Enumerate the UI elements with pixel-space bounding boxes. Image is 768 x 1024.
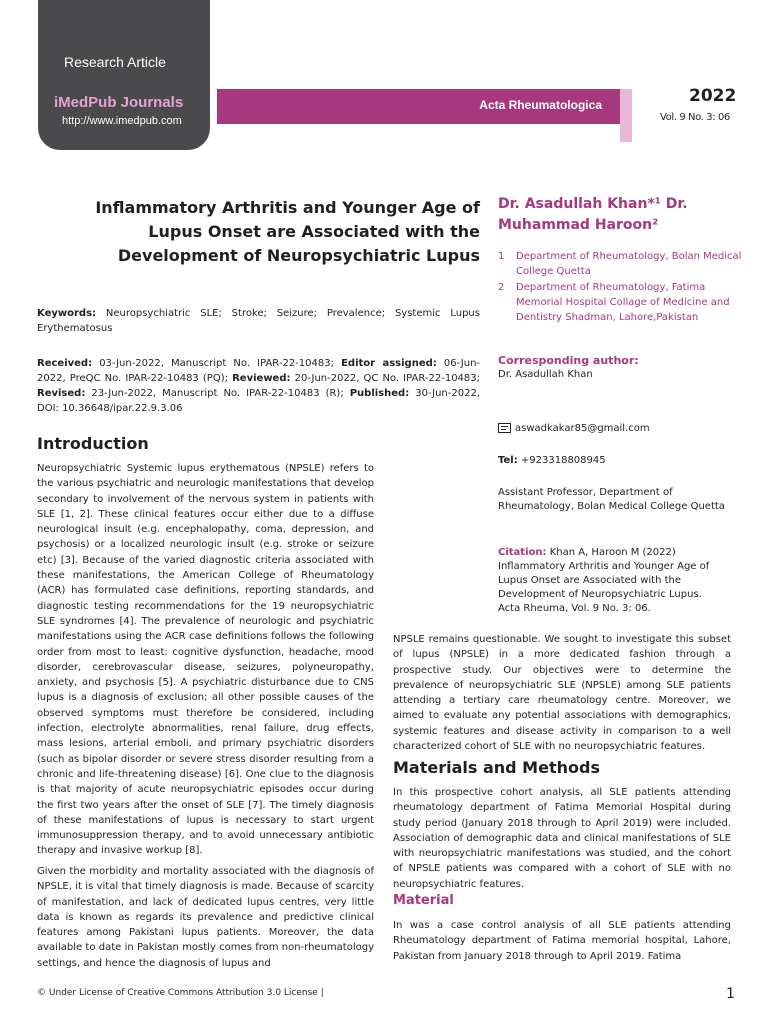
corresponding-author xyxy=(498,354,738,382)
keywords-text: Neuropsychiatric SLE; Stroke; Seizure; Prevalence; Systemic Lupus Erythematosus xyxy=(37,308,480,334)
publisher-url[interactable]: http://www.imedpub.com xyxy=(62,115,182,127)
introduction-paragraph-2: Given the morbidity and mortality associated with the diagnosis of NPSLE, it is vital that timely diagnosis is made. Because of scarcity of manifestation, and lack of dedicated lupus centres, very little data is known as regards its prevalence and predictive clinical features among Pakistani lupus patients. Moreover, the data available to date in Pakistan mostly comes from non-rheumatology settings, and hence the diagnosis of lupus and xyxy=(37,866,374,969)
article-title: Inflammatory Arthritis and Younger Age of Lupus Onset are Associated with the Development of Neuropsychiatric Lupus xyxy=(95,198,480,265)
authors: Dr. Asadullah Khan*¹ Dr. Muhammad Haroon² xyxy=(498,196,688,233)
citation-text: Khan A, Haroon M (2022) Inflammatory Arthritis and Younger Age of Lupus Onset are Associated with the Development of Neuropsychiatric Lupus. Acta Rheuma, Vol. 9 No. 3: 06. xyxy=(498,547,710,614)
journal-name: Acta Rheumatologica xyxy=(479,98,602,112)
keywords-label: Keywords: xyxy=(37,308,97,319)
tel-number: +923318808945 xyxy=(520,455,606,466)
methods-paragraph: In this prospective cohort analysis, all SLE patients attending rheumatology department of Fatima Memorial Hospital during study period (January 2018 through to April 2019) were included. Association of demographic data and clinical manifestations of SLE with neuropsychiatric manifestations was studied, and the cohort of NPSLE patients was compared with a cohort of SLE with no neuropsychiatric features. xyxy=(393,787,731,890)
publisher-name: iMedPub Journals xyxy=(54,94,184,111)
author-position: Assistant Professor, Department of Rheumatology, Bolan Medical College Quetta xyxy=(498,487,725,512)
article-type: Research Article xyxy=(64,54,166,70)
introduction-paragraph-1: Neuropsychiatric Systemic lupus erythematous (NPSLE) refers to the various psychiatric and neurologic manifestations that develop secondary to involvement of the nervous system in patients with SLE [1, 2]. These clinical features occur either due to a diffuse neurological insult (e.g. encephalopathy, coma, depression, and psychosis) or a localized neurologic insult (e.g. stroke or seizure etc) [3]. Because of the varied diagnostic criteria associated with these manifestations, the American College of Rheumatology (ACR) has formulated case definitions, reporting standards, and diagnostic testing recommendations for the 19 neuropsychiatric SLE syndromes [4]. The prevalence of neurologic and psychiatric manifestations using the ACR case definitions follows the following order from most to least: cognitive dysfunction, headache, mood disorder, cerebrovascular disease, seizures, polyneuropathy, anxiety, and psychosis [5]. A psychiatric disturbance due to CNS lupus is a diagnosis of exclusion; all other possible causes of the observed symptoms must therefore be considered, including infection, electrolyte abnormalities, renal failure, drug effects, mass lesions, arterial emboli, and primary psychiatric disorders (such as bipolar disorder or severe stress disorder resulting from a chronic and life-threatening disease) [6]. One clue to the diagnosis is that majority of acute neuropsychiatric episodes occur during the first two years after the onset of SLE [7]. The timely diagnosis of these manifestations of lupus is necessary to start urgent immunosuppression therapy, and to avoid unnecessary antibiotic therapy and invasive workup [8]. xyxy=(37,463,374,857)
license-footer: © Under License of Creative Commons Attribution 3.0 License | xyxy=(37,988,324,998)
journal-bar-accent xyxy=(620,89,632,142)
affiliation-item: 2 Department of Rheumatology, Fatima Memorial Hospital Collage of Medicine and Dentistry Shadman, Lahore,Pakistan xyxy=(498,282,730,323)
material-heading: Material xyxy=(393,893,454,908)
introduction-heading: Introduction xyxy=(37,434,149,453)
journal-bar xyxy=(217,89,620,124)
publication-year: 2022 xyxy=(689,86,737,106)
affiliation-item: 1 Department of Rheumatology, Bolan Medical College Quetta xyxy=(498,251,742,277)
publisher-header-box xyxy=(38,0,210,150)
affiliations xyxy=(498,249,748,326)
email-address[interactable]: aswadkakar85@gmail.com xyxy=(515,423,650,434)
keywords xyxy=(37,306,480,336)
citation-label: Citation: xyxy=(498,547,547,558)
introduction-paragraph-3: NPSLE remains questionable. We sought to investigate this subset of lupus (NPSLE) in a more dedicated fashion through a prospective study. Our objectives were to determine the prevalence of neuropsychiatric SLE (NPSLE) among SLE patients attending a tertiary care rheumatology centre. Moreover, we aimed to evaluate any potential associations with demographics, systemic features and disease activity in comparison to a well characterized cohort of SLE with no neuropsychiatric features. xyxy=(393,634,731,753)
citation xyxy=(498,546,716,616)
tel-label: Tel: xyxy=(498,455,518,466)
material-paragraph: In was a case control analysis of all SLE patients attending Rheumatology department of Fatima memorial hospital, Lahore, Pakistan from January 2018 through to April 2019. Fatima xyxy=(393,920,731,962)
volume-info: Vol. 9 No. 3: 06 xyxy=(660,112,730,123)
mail-icon xyxy=(498,423,511,433)
email-line xyxy=(498,422,738,436)
methods-heading: Materials and Methods xyxy=(393,758,600,777)
page-number: 1 xyxy=(726,986,735,1002)
corresponding-label: Corresponding author: xyxy=(498,354,639,367)
telephone-line xyxy=(498,454,738,468)
corresponding-name: Dr. Asadullah Khan xyxy=(498,369,593,380)
article-dates: Received: 03-Jun-2022, Manuscript No. IPAR-22-10483; Editor assigned: 06-Jun-2022, PreQC No. IPAR-22-10483 (PQ); Reviewed: 20-Jun-2022, QC No. IPAR-22-10483; Revised: 23-Jun-2022, Manuscript No. IPAR-22-10483 (R); Published: 30-Jun-2022, DOI: 10.36648/ipar.22.9.3.06 xyxy=(37,358,481,414)
